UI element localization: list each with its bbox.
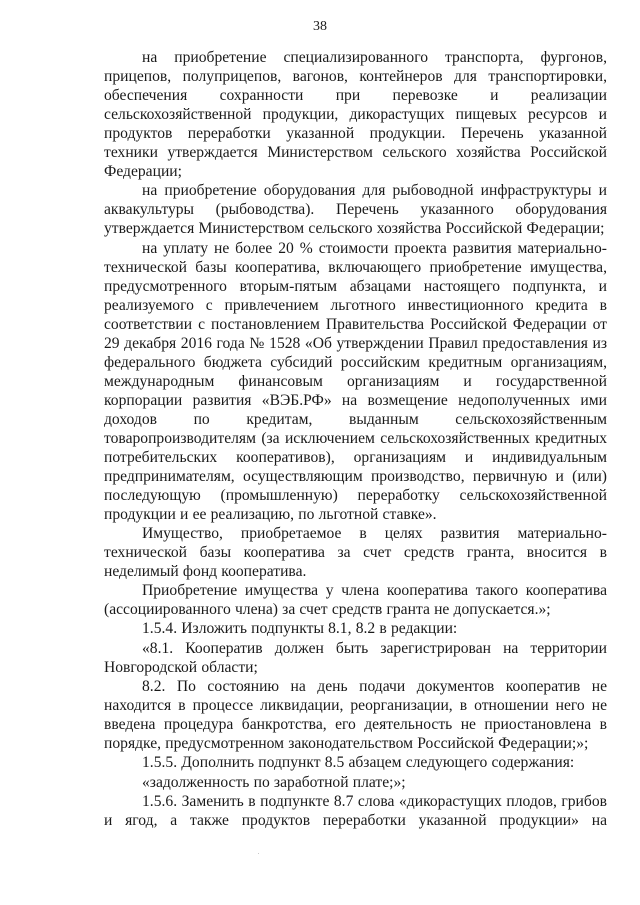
paragraph-member-purchase: Приобретение имущества у члена кооператива такого кооператива (ассоциированного члена) за счет средств гранта не допускается.»; bbox=[104, 582, 607, 619]
paragraph-1-5-5: 1.5.5. Дополнить подпункт 8.5 абзацем следующего содержания: bbox=[142, 754, 575, 772]
scan-speck bbox=[258, 853, 259, 854]
paragraph-loan-payment: на уплату не более 20 % стоимости проекта развития материально-технической базы кооператива, включающего приобретение имущества, предусмотренного вторым-пятым абзацами настоящего подпункта, и реализуемого с привлечением льготного инвестиционного кредита в соответствии с постановлением Правительства Российской Федерации от 29 декабря 2016 года № 1528 «Об утверждении Правил предоставления из федерального бюджета субсидий российским кредитным организациям, международным финансовым организациям и государственной корпорации развития «ВЭБ.РФ» на возмещение недополученных ими доходов по кредитам, выданным сельскохозяйственным товаропроизводителям (за исключением сельскохозяйственных кредитных потребительских кооперативов), организациям и индивидуальным предпринимателям, осуществляющим производство, первичную и (или) последующую (промышленную) переработку сельскохозяйственной продукции и ее реализацию, по льготной ставке». bbox=[104, 239, 607, 523]
document-body bbox=[104, 48, 607, 830]
paragraph-8-1: «8.1. Кооператив должен быть зарегистрирован на территории Новгородской области; bbox=[104, 639, 607, 676]
paragraph-8-2: 8.2. По состоянию на день подачи документов кооператив не находится в процессе ликвидации, реорганизации, в отношении него не введена процедура банкротства, его деятельность не приостановлена в порядке, предусмотренном законодательством Российской Федерации;»; bbox=[104, 678, 607, 753]
paragraph-indivisible-fund: Имущество, приобретаемое в целях развития материально-технической базы кооператива за счет средств гранта, вносится в неделимый фонд кооператива. bbox=[104, 524, 607, 580]
paragraph-1-5-6: 1.5.6. Заменить в подпункте 8.7 слова «дикорастущих плодов, грибов и ягод, а также продуктов переработки указанной продукции» на bbox=[104, 792, 607, 829]
paragraph-transport: на приобретение специализированного транспорта, фургонов, прицепов, полуприцепов, вагонов, контейнеров для транспортировки, обеспечения сохранности при перевозке и реализации сельскохозяйственной продукции, дикорастущих пищевых ресурсов и продуктов переработки указанной продукции. Перечень указанной техники утверждается Министерством сельского хозяйства Российской Федерации; bbox=[104, 49, 607, 180]
paragraph-wage-debt: «задолженность по заработной плате;»; bbox=[142, 773, 406, 791]
paragraph-1-5-4: 1.5.4. Изложить подпункты 8.1, 8.2 в редакции: bbox=[142, 620, 458, 638]
paragraph-fish-equipment: на приобретение оборудования для рыбоводной инфраструктуры и аквакультуры (рыбоводства). Перечень указанного оборудования утверждается Министерством сельского хозяйства Российской Федерации; bbox=[104, 182, 607, 238]
page-number: 38 bbox=[313, 19, 327, 34]
